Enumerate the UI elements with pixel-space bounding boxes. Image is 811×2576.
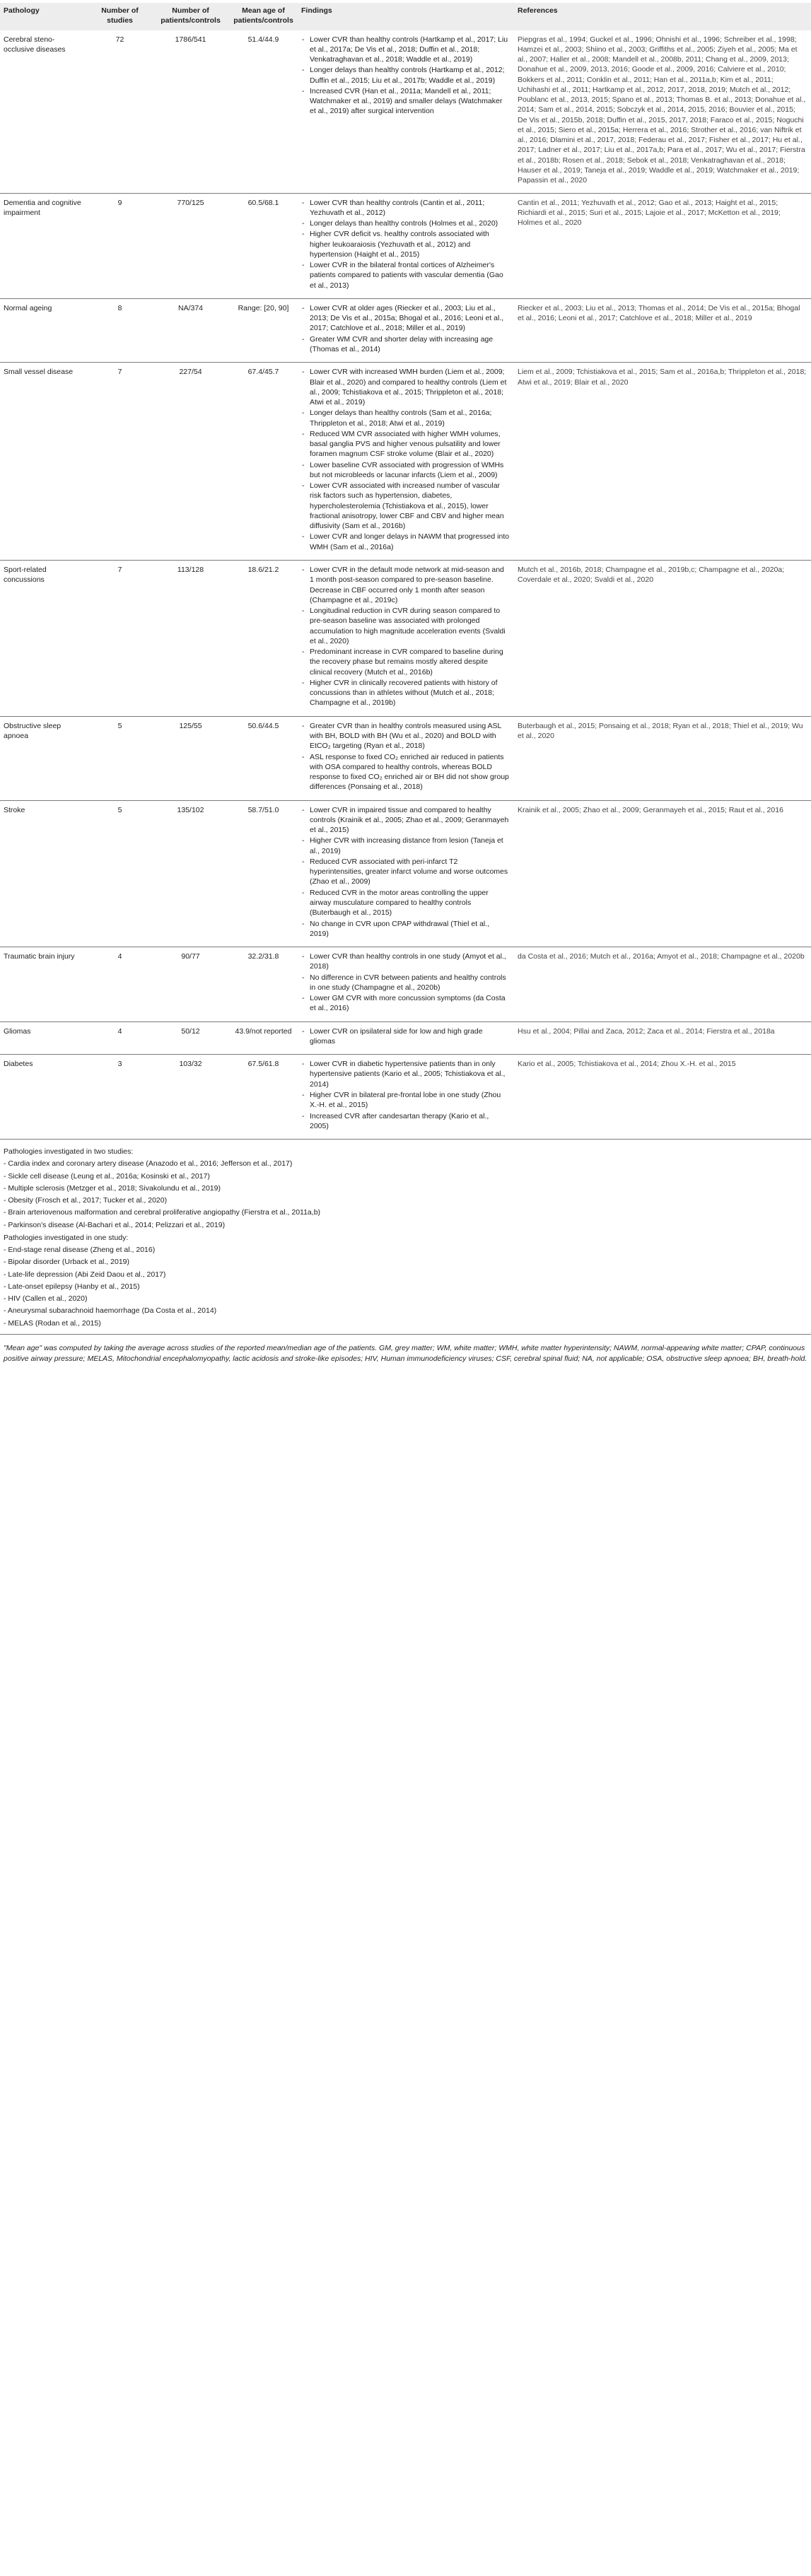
header-references: References — [514, 3, 811, 30]
finding-item: - Longitudinal reduction in CVR during season compared to pre-season baseline was associated with prolonged accumulation to high magnitude acceleration events (Svaldi et al., 2020) — [301, 606, 510, 646]
finding-item: - Longer delays than healthy controls (Hartkamp et al., 2012; Duffin et al., 2015; Liu et al., 2017b; Waddle et al., 2019) — [301, 65, 510, 86]
cell-patients: 50/12 — [152, 1021, 230, 1055]
finding-item: - Longer delays than healthy controls (Holmes et al., 2020) — [301, 218, 510, 228]
cell-patients: 227/54 — [152, 363, 230, 561]
finding-item: - Lower CVR in impaired tissue and compared to healthy controls (Krainik et al., 2005; Zhao et al., 2009; Geranmayeh et al., 2015) — [301, 805, 510, 836]
finding-item: - Lower GM CVR with more concussion symptoms (da Costa et al., 2016) — [301, 993, 510, 1014]
findings-list — [301, 1059, 510, 1131]
cell-references: Kario et al., 2005; Tchistiakova et al., 2014; Zhou X.-H. et al., 2015 — [514, 1055, 811, 1140]
cell-pathology: Stroke — [0, 800, 88, 947]
findings-list — [301, 565, 510, 708]
cell-references: Liem et al., 2009; Tchistiakova et al., 2015; Sam et al., 2016a,b; Thrippleton et al., 2018; Atwi et al., 2019; Blair et al., 2020 — [514, 363, 811, 561]
two-studies-heading: Pathologies investigated in two studies: — [4, 1147, 134, 1157]
pathology-note-item: - Brain arteriovenous malformation and cerebral proliferative angiopathy (Fierstra et al., 2011a,b) — [4, 1208, 321, 1217]
cell-patients: 103/32 — [152, 1055, 230, 1140]
pathology-note-item: - Sickle cell disease (Leung et al., 2016a; Kosinski et al., 2017) — [4, 1171, 210, 1181]
findings-list — [301, 303, 510, 354]
cell-patients: 113/128 — [152, 561, 230, 717]
cell-pathology: Gliomas — [0, 1021, 88, 1055]
finding-item: - Increased CVR (Han et al., 2011a; Mandell et al., 2011; Watchmaker et al., 2019) and smaller delays (Watchmaker et al., 2019) after surgical intervention — [301, 86, 510, 117]
cell-patients: 125/55 — [152, 716, 230, 800]
cell-findings — [298, 716, 514, 800]
findings-list — [301, 198, 510, 291]
table-row — [0, 561, 811, 717]
finding-item: - Lower CVR at older ages (Riecker et al., 2003; Liu et al., 2013; De Vis et al., 2015a; Bhogal et al., 2016; Leoni et al., 2017; Catchlove et al., 2018; Miller et al., 2019) — [301, 303, 510, 334]
other-pathologies — [0, 1140, 811, 1328]
cell-findings — [298, 30, 514, 193]
finding-item: - Higher CVR deficit vs. healthy controls associated with higher leukoaraiosis (Yezhuvath et al., 2012) and hypertension (Haight et al., 2015) — [301, 229, 510, 259]
one-study-list — [4, 1245, 807, 1328]
finding-item: - Greater WM CVR and shorter delay with increasing age (Thomas et al., 2014) — [301, 334, 510, 355]
cell-references: Piepgras et al., 1994; Guckel et al., 1996; Ohnishi et al., 1996; Schreiber et al., 1998; Hamzei et al., 2003; Shiino et al., 2003; Griffiths et al., 2005; Ziyeh et al., 2005; Ma et al., 2007; Haller et al., 2008; Mandell et al., 2008b, 2011; Chang et al., 2009, 2013; Donahue et al., 2009, 2013, 2016; Goode et al., 2009, 2016; Calviere et al., 2010; Bokkers et al., 2011; Conklin et al., 2011; Han et al., 2011a,b; Kim et al., 2011; Uchihashi et al., 2011; Hartkamp et al., 2012, 2017, 2018, 2019; Mutch et al., 2012; Poublanc et al., 2013, 2015; Spano et al., 2013; Thomas B. et al., 2013; Donahue et al., 2014; Sam et al., 2014, 2015; Sobczyk et al., 2014, 2015, 2016; Bouvier et al., 2015; De Vis et al., 2015b, 2018; Duffin et al., 2015, 2017, 2018; Faraco et al., 2015; Noguchi et al., 2015; Siero et al., 2015a; Herrera et al., 2016; Strother et al., 2016; van Niftrik et al., 2016; Dlamini et al., 2017, 2018; Federau et al., 2017; Fisher et al., 2017; Hu et al., 2017; Ladner et al., 2017; Liu et al., 2017a,b; Para et al., 2017; Wu et al., 2017; Fierstra et al., 2018b; Rosen et al., 2018; Sebok et al., 2018; Venkatraghavan et al., 2018; Hauser et al., 2019; Taneja et al., 2019; Waddle et al., 2019; Watchmaker et al., 2019; Papassin et al., 2020 — [514, 30, 811, 193]
table-body — [0, 30, 811, 1140]
finding-item: - Reduced WM CVR associated with higher WMH volumes, basal ganglia PVS and higher venous pulsatility and lower foramen magnum CSF stroke volume (Blair et al., 2020) — [301, 429, 510, 459]
finding-item: - Lower CVR and longer delays in NAWM that progressed into WMH (Sam et al., 2016a) — [301, 532, 510, 552]
finding-item: - Lower CVR with increased WMH burden (Liem et al., 2009; Blair et al., 2020) and compared to healthy controls (Liem et al., 2009; Tchistiakova et al., 2015; Thrippleton et al., 2018; Atwi et al., 2019) — [301, 367, 510, 407]
pathology-note-item: - End-stage renal disease (Zheng et al., 2016) — [4, 1246, 156, 1255]
cell-age: 50.6/44.5 — [230, 716, 298, 800]
cell-references: Mutch et al., 2016b, 2018; Champagne et al., 2019b,c; Champagne et al., 2020a; Coverdale et al., 2020; Svaldi et al., 2020 — [514, 561, 811, 717]
header-pathology: Pathology — [0, 3, 88, 30]
table-row — [0, 1055, 811, 1140]
cell-studies: 7 — [88, 561, 152, 717]
finding-item: - Lower baseline CVR associated with progression of WMHs but not microbleeds or lacunar infarcts (Liem et al., 2009) — [301, 460, 510, 481]
finding-item: - Lower CVR in the bilateral frontal cortices of Alzheimer's patients compared to patients with vascular dementia (Gao et al., 2013) — [301, 260, 510, 291]
cell-age: 43.9/not reported — [230, 1021, 298, 1055]
cell-age: 58.7/51.0 — [230, 800, 298, 947]
pathology-note-item: - Obesity (Frosch et al., 2017; Tucker et al., 2020) — [4, 1196, 168, 1205]
pathology-note-item: - Aneurysmal subarachnoid haemorrhage (Da Costa et al., 2014) — [4, 1306, 217, 1316]
cell-age: 51.4/44.9 — [230, 30, 298, 193]
pathology-note-item: - Late-life depression (Abi Zeid Daou et al., 2017) — [4, 1270, 166, 1279]
finding-item: - No change in CVR upon CPAP withdrawal (Thiel et al., 2019) — [301, 919, 510, 939]
pathology-note-item: - Parkinson's disease (Al-Bachari et al., 2014; Pelizzari et al., 2019) — [4, 1220, 226, 1229]
cell-references: Riecker et al., 2003; Liu et al., 2013; Thomas et al., 2014; De Vis et al., 2015a; Bhogal et al., 2016; Leoni et al., 2017; Catchlove et al., 2018; Miller et al., 2019 — [514, 298, 811, 362]
cell-findings — [298, 800, 514, 947]
finding-item: - Lower CVR than healthy controls (Cantin et al., 2011; Yezhuvath et al., 2012) — [301, 198, 510, 218]
pathology-note-item: - MELAS (Rodan et al., 2015) — [4, 1318, 101, 1328]
header-age: Mean age of patients/controls — [230, 3, 298, 30]
cell-patients: 770/125 — [152, 193, 230, 298]
finding-item: - ASL response to fixed CO₂ enriched air reduced in patients with OSA compared to healthy controls, whereas BOLD response to fixed CO₂ enriched air or BH did not show group differences (Ponsaing et al., 2018) — [301, 752, 510, 792]
header-patients: Number of patients/controls — [152, 3, 230, 30]
cell-studies: 5 — [88, 716, 152, 800]
cell-studies: 4 — [88, 1021, 152, 1055]
cell-pathology: Traumatic brain injury — [0, 947, 88, 1022]
cell-findings — [298, 1055, 514, 1140]
pathology-table — [0, 3, 811, 1140]
finding-item: - Lower CVR in diabetic hypertensive patients than in only hypertensive patients (Kario et al., 2005; Tchistiakova et al., 2014) — [301, 1059, 510, 1089]
findings-list — [301, 35, 510, 117]
cell-patients: 135/102 — [152, 800, 230, 947]
finding-item: - Reduced CVR in the motor areas controlling the upper airway musculature compared to healthy controls (Buterbaugh et al., 2015) — [301, 888, 510, 918]
cell-findings — [298, 298, 514, 362]
cell-pathology: Diabetes — [0, 1055, 88, 1140]
finding-item: - Reduced CVR associated with peri-infarct T2 hyperintensities, greater infarct volume and worse outcomes (Zhao et al., 2009) — [301, 857, 510, 887]
findings-list — [301, 1026, 510, 1047]
cell-pathology: Dementia and cognitive impairment — [0, 193, 88, 298]
cell-references: Krainik et al., 2005; Zhao et al., 2009; Geranmayeh et al., 2015; Raut et al., 2016 — [514, 800, 811, 947]
finding-item: - Higher CVR in bilateral pre-frontal lobe in one study (Zhou X.-H. et al., 2015) — [301, 1090, 510, 1111]
cell-findings — [298, 363, 514, 561]
cell-pathology: Cerebral steno-occlusive diseases — [0, 30, 88, 193]
finding-item: - Greater CVR than in healthy controls measured using ASL with BH, BOLD with BH (Wu et al., 2020) and BOLD with EtCO₂ targeting (Ryan et al., 2018) — [301, 721, 510, 751]
finding-item: - Lower CVR than healthy controls in one study (Amyot et al., 2018) — [301, 952, 510, 972]
one-study-heading: Pathologies investigated in one study: — [4, 1233, 129, 1242]
finding-item: - Increased CVR after candesartan therapy (Kario et al., 2005) — [301, 1111, 510, 1132]
table-row — [0, 800, 811, 947]
cell-studies: 4 — [88, 947, 152, 1022]
table-row — [0, 363, 811, 561]
header-findings: Findings — [298, 3, 514, 30]
cell-pathology: Obstructive sleep apnoea — [0, 716, 88, 800]
finding-item: - Predominant increase in CVR compared to baseline during the recovery phase but remains mostly altered despite clinical recovery (Mutch et al., 2016b) — [301, 647, 510, 677]
table-row — [0, 193, 811, 298]
findings-list — [301, 952, 510, 1014]
finding-item: - Lower CVR on ipsilateral side for low and high grade gliomas — [301, 1026, 510, 1047]
cell-references: da Costa et al., 2016; Mutch et al., 2016a; Amyot et al., 2018; Champagne et al., 2020b — [514, 947, 811, 1022]
findings-list — [301, 367, 510, 552]
cell-findings — [298, 947, 514, 1022]
cell-pathology: Sport-related concussions — [0, 561, 88, 717]
cell-findings — [298, 1021, 514, 1055]
table-footnote: "Mean age" was computed by taking the average across studies of the reported mean/median age of the patients. GM, grey matter; WM, white matter; WMH, white matter hyperintensity; NAWM, normal-appearing white matter; CPAP, continuous positive airway pressure; MELAS, Mitochondrial encephalomyopathy, lactic acidosis and stroke-like episodes; HIV, Human immunodeficiency viruses; CSF, cerebral spinal fluid; NA, not applicable; OSA, obstructive sleep apnoea; BH, breath-hold. — [0, 1334, 811, 1364]
cell-findings — [298, 561, 514, 717]
table-row — [0, 1021, 811, 1055]
finding-item: - Longer delays than healthy controls (Sam et al., 2016a; Thrippleton et al., 2018; Atwi et al., 2019) — [301, 408, 510, 428]
table-row — [0, 30, 811, 193]
header-studies: Number of studies — [88, 3, 152, 30]
pathology-note-item: - Late-onset epilepsy (Hanby et al., 2015) — [4, 1282, 140, 1291]
finding-item: - No difference in CVR between patients and healthy controls in one study (Champagne et al., 2020b) — [301, 973, 510, 993]
finding-item: - Higher CVR in clinically recovered patients with history of concussions than in athletes without (Mutch et al., 2018; Champagne et al., 2019b) — [301, 678, 510, 708]
cell-references: Cantin et al., 2011; Yezhuvath et al., 2012; Gao et al., 2013; Haight et al., 2015; Richiardi et al., 2015; Suri et al., 2015; Lajoie et al., 2017; McKetton et al., 2019; Holmes et al., 2020 — [514, 193, 811, 298]
cell-age: 32.2/31.8 — [230, 947, 298, 1022]
finding-item: - Higher CVR with increasing distance from lesion (Taneja et al., 2019) — [301, 836, 510, 856]
table-header — [0, 3, 811, 30]
cell-age: Range: [20, 90] — [230, 298, 298, 362]
cell-pathology: Normal ageing — [0, 298, 88, 362]
table-row — [0, 716, 811, 800]
cell-studies: 7 — [88, 363, 152, 561]
cell-references: Buterbaugh et al., 2015; Ponsaing et al., 2018; Ryan et al., 2018; Thiel et al., 2019; Wu et al., 2020 — [514, 716, 811, 800]
cell-references: Hsu et al., 2004; Pillai and Zaca, 2012; Zaca et al., 2014; Fierstra et al., 2018a — [514, 1021, 811, 1055]
cell-patients: 90/77 — [152, 947, 230, 1022]
pathology-note-item: - Cardia index and coronary artery disease (Anazodo et al., 2016; Jefferson et al., 2017) — [4, 1159, 293, 1169]
cell-age: 67.5/61.8 — [230, 1055, 298, 1140]
cell-patients: 1786/541 — [152, 30, 230, 193]
cell-patients: NA/374 — [152, 298, 230, 362]
cell-studies: 3 — [88, 1055, 152, 1140]
findings-list — [301, 721, 510, 792]
cell-age: 60.5/68.1 — [230, 193, 298, 298]
cell-studies: 5 — [88, 800, 152, 947]
cell-age: 67.4/45.7 — [230, 363, 298, 561]
cell-age: 18.6/21.2 — [230, 561, 298, 717]
cell-pathology: Small vessel disease — [0, 363, 88, 561]
cell-studies: 9 — [88, 193, 152, 298]
pathology-note-item: - Multiple sclerosis (Metzger et al., 2018; Sivakolundu et al., 2019) — [4, 1183, 221, 1193]
two-studies-list — [4, 1159, 807, 1230]
finding-item: - Lower CVR than healthy controls (Hartkamp et al., 2017; Liu et al., 2017a; De Vis et al., 2018; Duffin et al., 2018; Venkatraghavan et al., 2018; Waddle et al., 2019) — [301, 35, 510, 65]
finding-item: - Lower CVR in the default mode network at mid-season and 1 month post-season compared to pre-season baseline. Decrease in CBF occurred only 1 month after season (Champagne et al., 2019c) — [301, 565, 510, 605]
table-row — [0, 298, 811, 362]
finding-item: - Lower CVR associated with increased number of vascular risk factors such as hypertension, diabetes, hypercholesterolemia (Tchistiakova et al., 2015), lower fractional anisotropy, lower CBF and CBV and higher mean diffusivity (Sam et al., 2016b) — [301, 481, 510, 531]
findings-list — [301, 805, 510, 939]
pathology-note-item: - HIV (Callen et al., 2020) — [4, 1294, 88, 1304]
cell-findings — [298, 193, 514, 298]
table-row — [0, 947, 811, 1022]
cell-studies: 72 — [88, 30, 152, 193]
cell-studies: 8 — [88, 298, 152, 362]
pathology-note-item: - Bipolar disorder (Urback et al., 2019) — [4, 1258, 129, 1267]
